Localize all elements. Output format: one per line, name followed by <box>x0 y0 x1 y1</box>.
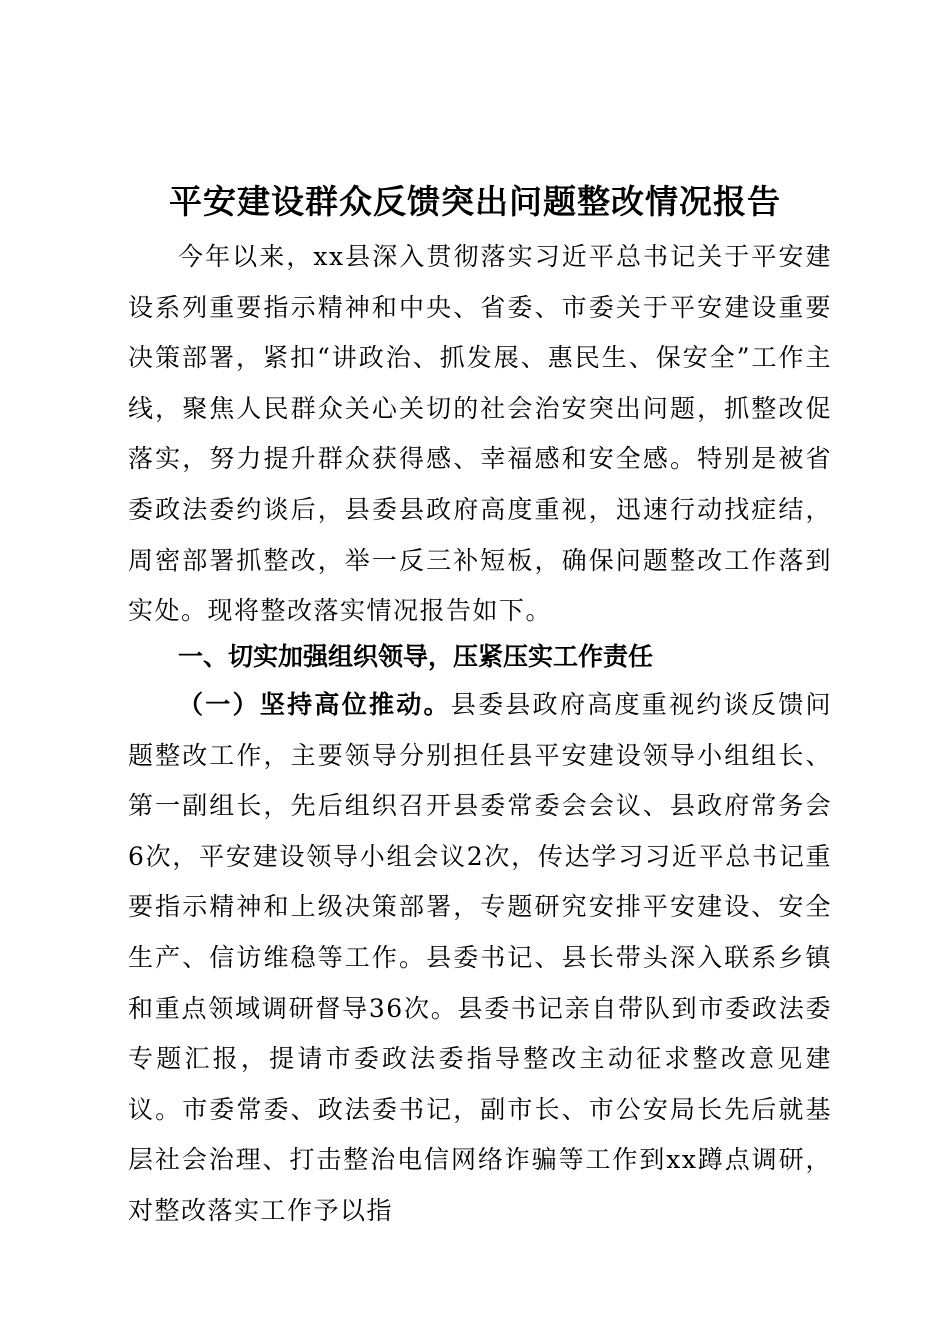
section-heading-1: 一、切实加强组织领导，压紧压实工作责任 <box>178 642 654 671</box>
section-1-1-paragraph <box>128 680 832 1237</box>
intro-paragraph: 今年以来，xx县深入贯彻落实习近平总书记关于平安建设系列重要指示精神和中央、省委、市委关于平安建设重要决策部署，紧扣“讲政治、抓发展、惠民生、保安全”工作主线，聚焦人民群众关心关切的社会治安突出问题，抓整改促落实，努力提升群众获得感、幸福感和安全感。特别是被省委政法委约谈后，县委县政府高度重视，迅速行动找症结，周密部署抓整改，举一反三补短板，确保问题整改工作落到实处。现将整改落实情况报告如下。 <box>128 242 832 626</box>
subsection-text: 县委县政府高度重视约谈反馈问题整改工作，主要领导分别担任县平安建设领导小组组长、第一副组长，先后组织召开县委常委会会议、县政府常务会6次，平安建设领导小组会议2次，传达学习习近平总书记重要指示精神和上级决策部署，专题研究安排平安建设、安全生产、信访维稳等工作。县委书记、县长带头深入联系乡镇和重点领域调研督导36次。县委书记亲自带队到市委政法委专题汇报，提请市委政法委指导整改主动征求整改意见建议。市委常委、政法委书记，副市长、市公安局长先后就基层社会治理、打击整治电信网络诈骗等工作到xx蹲点调研，对整改落实工作予以指 <box>128 690 832 1225</box>
document-title: 平安建设群众反馈突出问题整改情况报告 <box>169 182 781 221</box>
subsection-lead: （一）坚持高位推动。 <box>178 690 451 719</box>
